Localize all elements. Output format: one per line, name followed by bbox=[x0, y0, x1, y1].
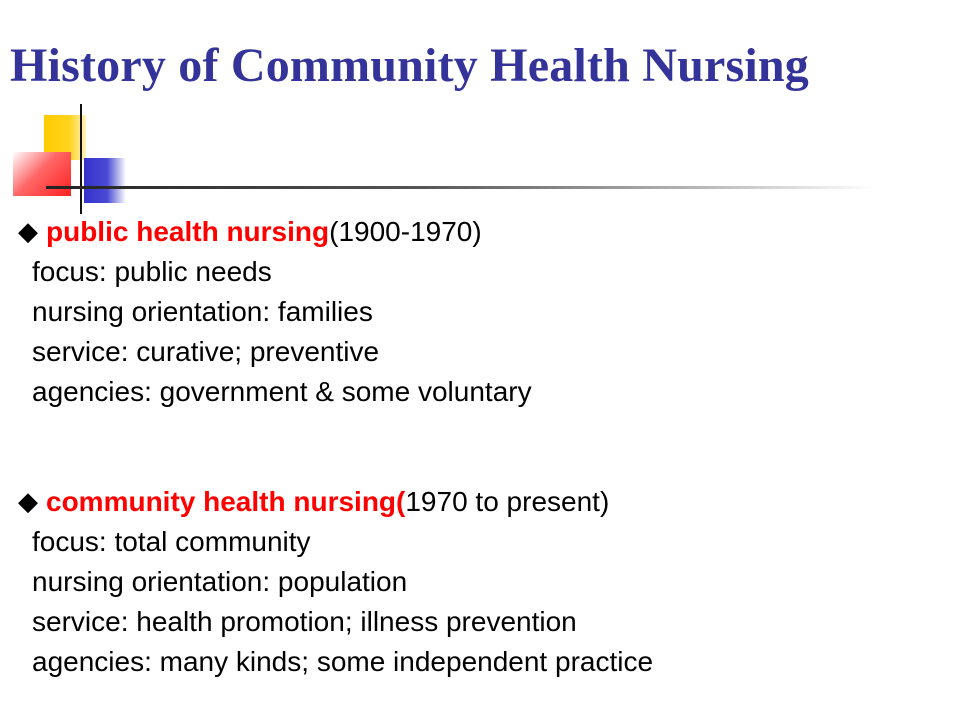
diamond-bullet-icon: ◆ bbox=[18, 216, 38, 246]
section-label: public health nursing bbox=[46, 216, 330, 247]
detail-line-focus: focus: public needs bbox=[32, 256, 272, 287]
section-period: 1970 to present) bbox=[405, 486, 610, 517]
diamond-bullet-icon: ◆ bbox=[18, 486, 38, 516]
section-heading bbox=[18, 211, 532, 252]
detail-line-service: service: curative; preventive bbox=[32, 336, 380, 367]
section-label-suffix: ( bbox=[396, 486, 406, 517]
red-square-decoration bbox=[13, 152, 71, 196]
detail-line-focus: focus: total community bbox=[32, 526, 311, 557]
blue-square-decoration bbox=[84, 158, 126, 203]
detail-line-agencies: agencies: government & some voluntary bbox=[32, 376, 532, 407]
slide-title: History of Community Health Nursing bbox=[10, 39, 809, 92]
section-heading bbox=[18, 481, 653, 522]
detail-line-agencies: agencies: many kinds; some independent practice bbox=[32, 646, 654, 677]
section-community-health-nursing bbox=[18, 481, 653, 682]
section-public-health-nursing bbox=[18, 211, 532, 412]
vertical-rule-decoration bbox=[80, 104, 82, 214]
detail-line-orientation: nursing orientation: population bbox=[32, 566, 408, 597]
horizontal-rule-divider bbox=[46, 186, 876, 189]
detail-line-service: service: health promotion; illness prevention bbox=[32, 606, 577, 637]
section-period: (1900-1970) bbox=[329, 216, 482, 247]
detail-line-orientation: nursing orientation: families bbox=[32, 296, 373, 327]
section-label: community health nursing bbox=[46, 486, 397, 517]
